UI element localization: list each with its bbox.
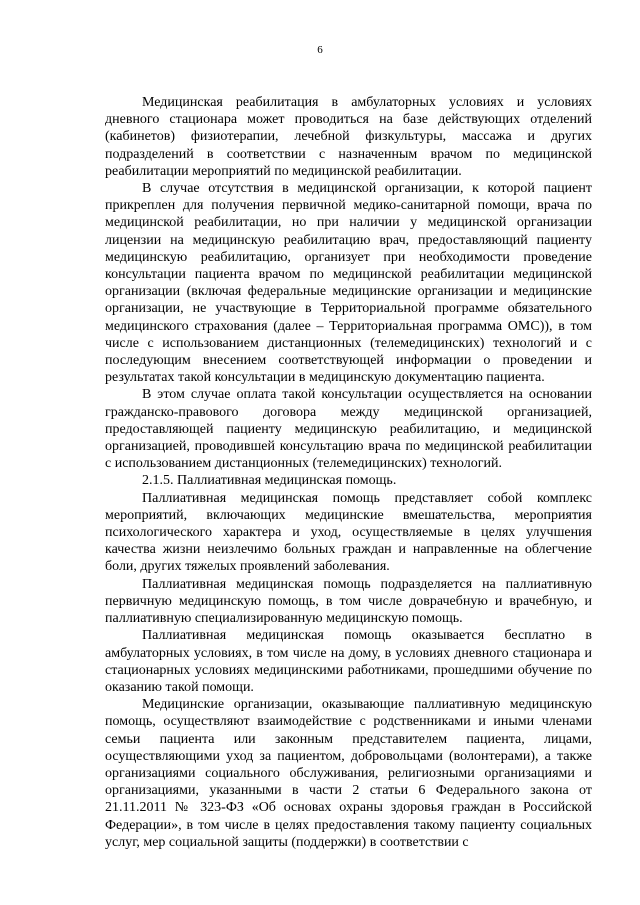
paragraph-palliative-types: Паллиативная медицинская помощь подразделяется на паллиативную первичную медицинскую помощь, в том числе доврачебную и врачебную, и паллиативную специализированную медицинскую помощь. <box>105 576 592 627</box>
paragraph-rehab-consultation: В случае отсутствия в медицинской организации, к которой пациент прикреплен для получения первичной медико-санитарной помощи, врача по медицинской реабилитации, но при наличии у медицинской организации лицензии на медицинскую реабилитацию врач, предоставляющий пациенту медицинскую реабилитацию, организует при необходимости проведение консультации пациента врачом по медицинской реабилитации медицинской организации (включая федеральные медицинские организации и медицинские организации, не участвующие в Территориальной программе обязательного медицинского страхования (далее – Территориальная программа ОМС)), в том числе с использованием дистанционных (телемедицинских) технологий и с последующим внесением соответствующей информации о проведении и результатах такой консультации в медицинскую документацию пациента. <box>105 181 592 386</box>
paragraph-consultation-payment: В этом случае оплата такой консультации осуществляется на основании гражданско-правового договора между медицинской организацией, предоставляющей пациенту медицинскую реабилитацию, и медицинской организацией, проводившей консультацию врача по медицинской реабилитации с использованием дистанционных (телемедицинских) технологий. <box>105 387 592 472</box>
paragraph-palliative-definition: Паллиативная медицинская помощь представляет собой комплекс мероприятий, включающих медицинские вмешательства, мероприятия психологического характера и уход, осуществляемые в целях улучшения качества жизни неизлечимо больных граждан и направленные на облегчение боли, других тяжелых проявлений заболевания. <box>105 490 592 575</box>
paragraph-palliative-organizations: Медицинские организации, оказывающие паллиативную медицинскую помощь, осуществляют взаимодействие с родственниками и иными членами семьи пациента или законным представителем пациента, лицами, осуществляющими уход за пациентом, добровольцами (волонтерами), а также организациями социального обслуживания, религиозными организациями и организациями, указанными в части 2 статьи 6 Федерального закона от 21.11.2011 № 323-ФЗ «Об основах охраны здоровья граждан в Российской Федерации», в том числе в целях предоставления такому пациенту социальных услуг, мер социальной защиты (поддержки) в соответствии с <box>105 697 592 850</box>
paragraph-rehab-outpatient: Медицинская реабилитация в амбулаторных условиях и условиях дневного стационара может проводиться на базе действующих отделений (кабинетов) физиотерапии, лечебной физкультуры, массажа и других подразделений в соответствии с назначенным врачом по медицинской реабилитации мероприятий по медицинской реабилитации. <box>105 95 592 179</box>
paragraph-palliative-free-of-charge: Паллиативная медицинская помощь оказывается бесплатно в амбулаторных условиях, в том числе на дому, в условиях дневного стационара и стационарных условиях медицинскими работниками, прошедшими обучение по оказанию такой помощи. <box>105 628 592 695</box>
page-number: 6 <box>317 44 323 56</box>
document-body <box>105 94 592 851</box>
section-heading-palliative-care: 2.1.5. Паллиативная медицинская помощь. <box>142 473 397 489</box>
